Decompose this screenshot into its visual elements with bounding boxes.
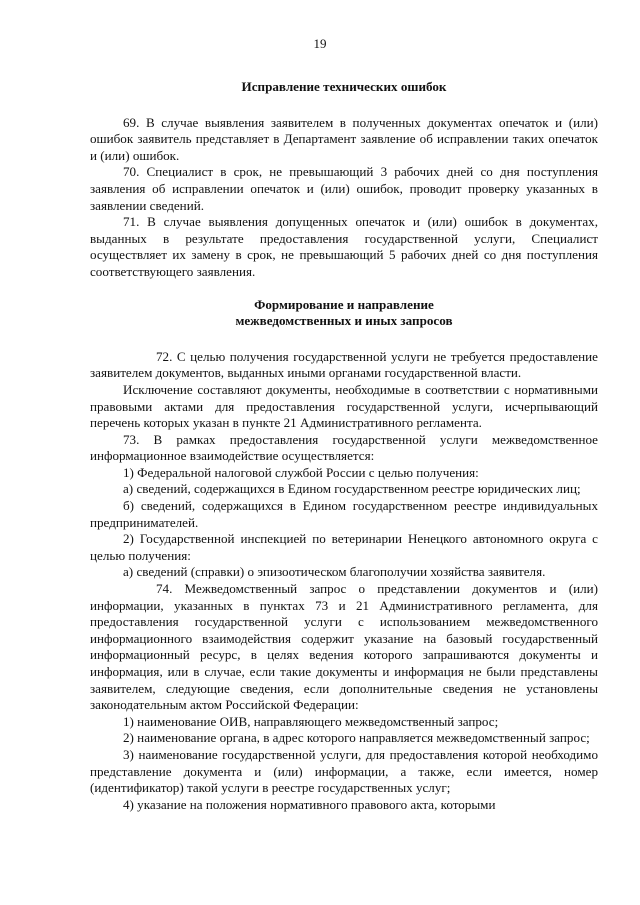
section-heading-requests-line2: межведомственных и иных запросов xyxy=(235,313,453,329)
paragraph-72: 72. С целью получения государственной услуги не требуется предоставление заявителем документов, выданных иными органами государственной власти. xyxy=(90,348,598,381)
document-body xyxy=(90,79,598,813)
paragraph-70: 70. Специалист в срок, не превышающий 3 рабочих дней со дня поступления заявления об исправлении опечаток и (или) ошибок, проводит проверку указанных в заявлении сведений. xyxy=(90,164,598,213)
paragraph-74: 74. Межведомственный запрос о представлении документов и (или) информации, указанных в пунктах 73 и 21 Административного регламента, для предоставления государственной услуги с использованием межведомственного информационного взаимодействия содержит указание на базовый государственный информационный ресурс, в целях ведения которого запрашиваются документы и информация, или в случае, если такие документы и информация не были представлены заявителем, следующие сведения, если дополнительные сведения не установлены законодательным актом Российской Федерации: xyxy=(90,581,598,713)
paragraph-73-item-2: 2) Государственной инспекцией по ветеринарии Ненецкого автономного округа с целью получения: xyxy=(90,531,598,563)
paragraph-74-item-2: 2) наименование органа, в адрес которого направляется межведомственный запрос; xyxy=(123,730,590,746)
paragraph-73-item-1b: б) сведений, содержащихся в Едином государственном реестре индивидуальных предпринимателей. xyxy=(90,498,598,530)
paragraph-72-exception: Исключение составляют документы, необходимые в соответствии с нормативными правовыми актами для предоставления государственной услуги, исчерпывающий перечень которых указан в пункте 21 Административного регламента. xyxy=(90,381,598,431)
paragraph-71: 71. В случае выявления допущенных опечаток и (или) ошибок в документах, выданных в результате предоставления государственной услуги, Специалист осуществляет их замену в срок, не превышающий 5 рабочих дней со дня поступления соответствующего заявления. xyxy=(90,214,598,279)
paragraph-74-item-3: 3) наименование государственной услуги, для предоставления которой необходимо представление документа и (или) информации, а также, если имеется, номер (идентификатор) такой услуги в реестре государственных услуг; xyxy=(90,746,598,796)
paragraph-74-item-4: 4) указание на положения нормативного правового акта, которыми xyxy=(123,796,496,812)
page-number: 19 xyxy=(313,36,327,51)
section-heading-requests-line1: Формирование и направление xyxy=(254,296,434,312)
paragraph-73: 73. В рамках предоставления государственной услуги межведомственное информационное взаимодействие осуществляется: xyxy=(90,431,598,464)
section-heading-corrections: Исправление технических ошибок xyxy=(241,79,447,94)
paragraph-73-item-1a: а) сведений, содержащихся в Едином государственном реестре юридических лиц; xyxy=(123,481,581,497)
paragraph-73-item-1: 1) Федеральной налоговой службой России с целью получения: xyxy=(123,464,479,480)
paragraph-69: 69. В случае выявления заявителем в полученных документах опечаток и (или) ошибок заявитель представляет в Департамент заявление об исправлении таких опечаток и (или) ошибок. xyxy=(90,114,598,163)
paragraph-74-item-1: 1) наименование ОИВ, направляющего межведомственный запрос; xyxy=(123,713,499,729)
paragraph-73-item-2a: а) сведений (справки) о эпизоотическом благополучии хозяйства заявителя. xyxy=(123,564,546,580)
